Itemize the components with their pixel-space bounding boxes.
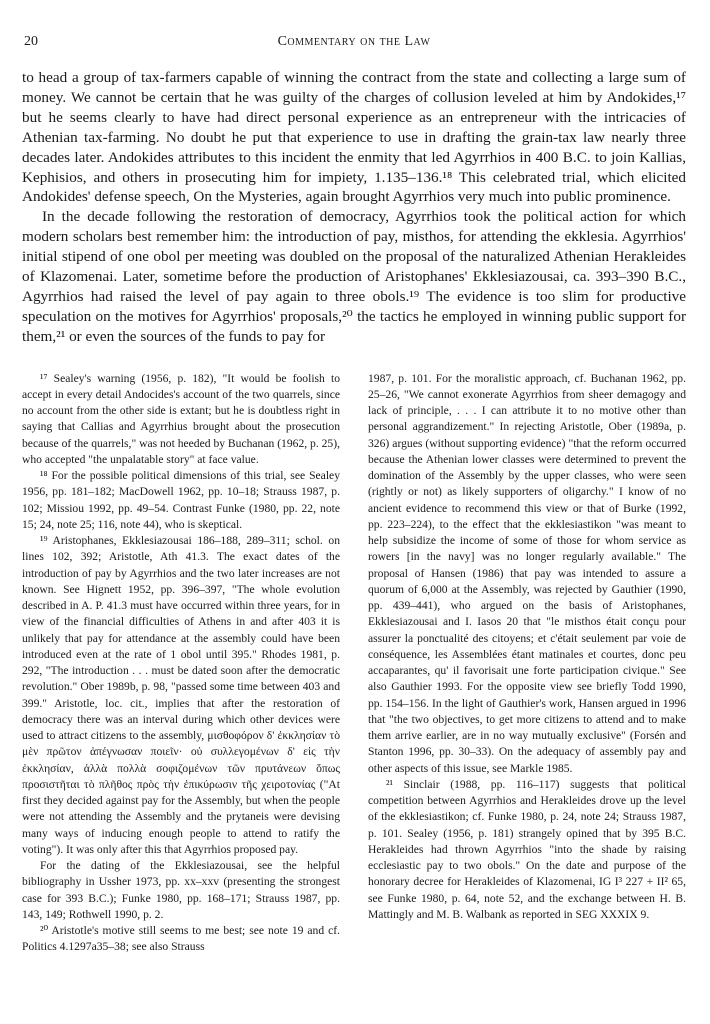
footnote-column-left xyxy=(22,371,340,956)
footnotes xyxy=(22,371,686,956)
page-number: 20 xyxy=(24,34,38,49)
main-text xyxy=(22,68,686,347)
body-paragraph-1: to head a group of tax-farmers capable of winning the contract from the state and collecting a large sum of money. We cannot be certain that he was guilty of the charges of collusion leveled at him by Andokides,¹⁷ but he seems clearly to have had direct personal experience as an entrepreneur with the intricacies of Athenian tax-farming. No doubt he put that experience to use in drafting the grain-tax law nearly three decades later. Andokides attributes to this incident the enmity that led Agyrrhios in 400 B.C. to join Kallias, Kephisios, and others in prosecuting him for impiety, 1.135–136.¹⁸ This celebrated trial, which elicited Andokides' defense speech, On the Mysteries, again brought Agyrrhios very much into public prominence. xyxy=(22,69,686,206)
footnote-18: ¹⁸ For the possible political dimensions of this trial, see Sealey 1956, pp. 181–182; MacDowell 1962, pp. 10–18; Strauss 1987, p. 102; Missiou 1992, pp. 49–54. Contrast Funke (1980, pp. 22, note 15; 24, note 25; 116, note 44), who is skeptical. xyxy=(22,469,340,531)
footnote-20: ²⁰ Aristotle's motive still seems to me best; see note 19 and cf. Politics 4.1297a35–38; see also Strauss xyxy=(22,924,340,954)
body-paragraph-2: In the decade following the restoration of democracy, Agyrrhios took the political action for which modern scholars best remember him: the introduction of pay, misthos, for attending the ekklesia. Agyrrhios' initial stipend of one obol per meeting was doubled on the proposal of the naturalized Athenian Herakleides of Klazomenai. Later, sometime before the production of Aristophanes' Ekklesiazousai, ca. 393–390 B.C., Agyrrhios had raised the level of pay again to three obols.¹⁹ The evidence is too slim for productive speculation on the motives for Agyrrhios' proposals,²⁰ the tactics he employed in winning public support for them,²¹ or even the sources of the funds to pay for xyxy=(22,208,686,345)
footnote-21: ²¹ Sinclair (1988, pp. 116–117) suggests that political competition between Agyrrhios and Herakleides drove up the level of the ekklesiastikon; cf. Funke 1980, p. 24, note 24; Strauss 1987, p. 101. Sealey (1956, p. 181) strangely opined that by 395 B.C. Herakleides had thrown Agyrrhios "into the shade by raising ecclesiastic pay to two obols." On the date and purpose of the honorary decree for Herakleides of Klazomenai, IG I³ 227 + II² 65, see Funke 1980, p. 64, note 52, and the exchange between H. B. Mattingly and M. B. Walbank as reported in SEG XXXIX 9. xyxy=(368,777,686,921)
footnote-20-continued: 1987, p. 101. For the moralistic approach, cf. Buchanan 1962, pp. 25–26, "We cannot exonerate Agyrrhios from sheer demagogy and lack of principle, . . . I can attribute it to no motive other than personal aggrandizement." In rejecting Aristotle, Ober (1989a, p. 326) argues (without supporting evidence) "that the reform occurred because the Athenian lower classes were determined to prevent the domination of the Assembly by the upper classes, who were seen (rightly or not) as likely supporters of oligarchy." I know of no ancient evidence to recommend this view or that of Burke (1992, pp. 223–224), to the effect that the ekklesiastikon "was meant to help subsidize the income of some of those for whom service as rowers [in the navy] was no longer regularly available." The proposal of Hansen (1986) that pay was intended to assure a quorum of 6,000 at the Assembly, was rejected by Gauthier (1990, pp. 439–441), who argued on the basis of Aristophanes, Ekklesiazousai and I. Iasos 20 that "le misthos était conçu pour assurer la ponctualité des citoyens; et c'était seulement par voie de conséquence, les Assemblées étant matinales et courtes, donc peu accaparantes, qu' il favorisait une forte participation civique." See also Gauthier 1993. For the opposite view see briefly Todd 1990, pp. 154–156. In the light of Gauthier's work, Hansen argued in 1996 that "the two objectives, to get more citizens to attend and to make them arrive earlier, are in no way mutually exclusive" (Forsén and Stanton 1996, pp. 30–33). On the adequacy of assembly pay and other aspects of this issue, see Markle 1985. xyxy=(368,371,686,775)
footnote-17: ¹⁷ Sealey's warning (1956, p. 182), "It would be foolish to accept in every detail Andocides's account of the two quarrels, since no account from the other side is extant; but he is doubtless right in saying that Callias and Agyrrhius brought about the prosecution because of the quarrels," was not heeded by Buchanan (1962, p. 25), who accepted "the unpalatable story" at face value. xyxy=(22,371,340,466)
footnote-19: ¹⁹ Aristophanes, Ekklesiazousai 186–188, 289–311; schol. on lines 102, 392; Aristotle, Ath 41.3. The exact dates of the introduction of pay by Agyrrhios and the two later increases are not known. See Hignett 1952, pp. 396–397, "The whole evolution described in A. P. 41.3 must have occurred within three years, for in view of the financial difficulties of Athens in and after 403 it is unlikely that pay for attendance at the assembly could have been introduced even at the rate of 1 obol until 395." Rhodes 1981, p. 292, "The introduction . . . must be dated soon after the democratic revolution." Ober 1989b, p. 98, "passed some time between 403 and 399." Aristotle, loc. cit., implies that after the restoration of democracy there was an interval during which other devices were used to attract citizens to the assembly, μισθοφόρον δ' ἐκκλησίαν τὸ μὲν πρῶτον ἀπέγνωσαν ποιεῖν· οὐ συλλεγομένων δ' εἰς τὴν ἐκκλησίαν, ἀλλὰ πολλὰ σοφιζομένων τῶν πρυτάνεων ὅπως προσιστῆται τὸ πλῆθος πρὸς τὴν ἐπικύρωσιν τῆς χειροτονίας ("At first they decided against pay for the Assembly, but when the people were not attending the Assembly and the prytaneis were devising many ways of inducing enough people to attend to ratify the voting"). It was only after this that Agyrrhios proposed pay. xyxy=(22,534,340,856)
footnote-column-right xyxy=(368,371,686,956)
page-header xyxy=(22,26,686,52)
page xyxy=(22,26,686,956)
footnote-19-continued: For the dating of the Ekklesiazousai, see the helpful bibliography in Ussher 1973, pp. xx–xxv (presenting the strongest case for 393 B.C.); Funke 1980, pp. 168–171; Strauss 1987, pp. 143, 149; Rothwell 1990, p. 2. xyxy=(22,859,340,921)
running-head: Commentary on the Law xyxy=(277,34,431,49)
